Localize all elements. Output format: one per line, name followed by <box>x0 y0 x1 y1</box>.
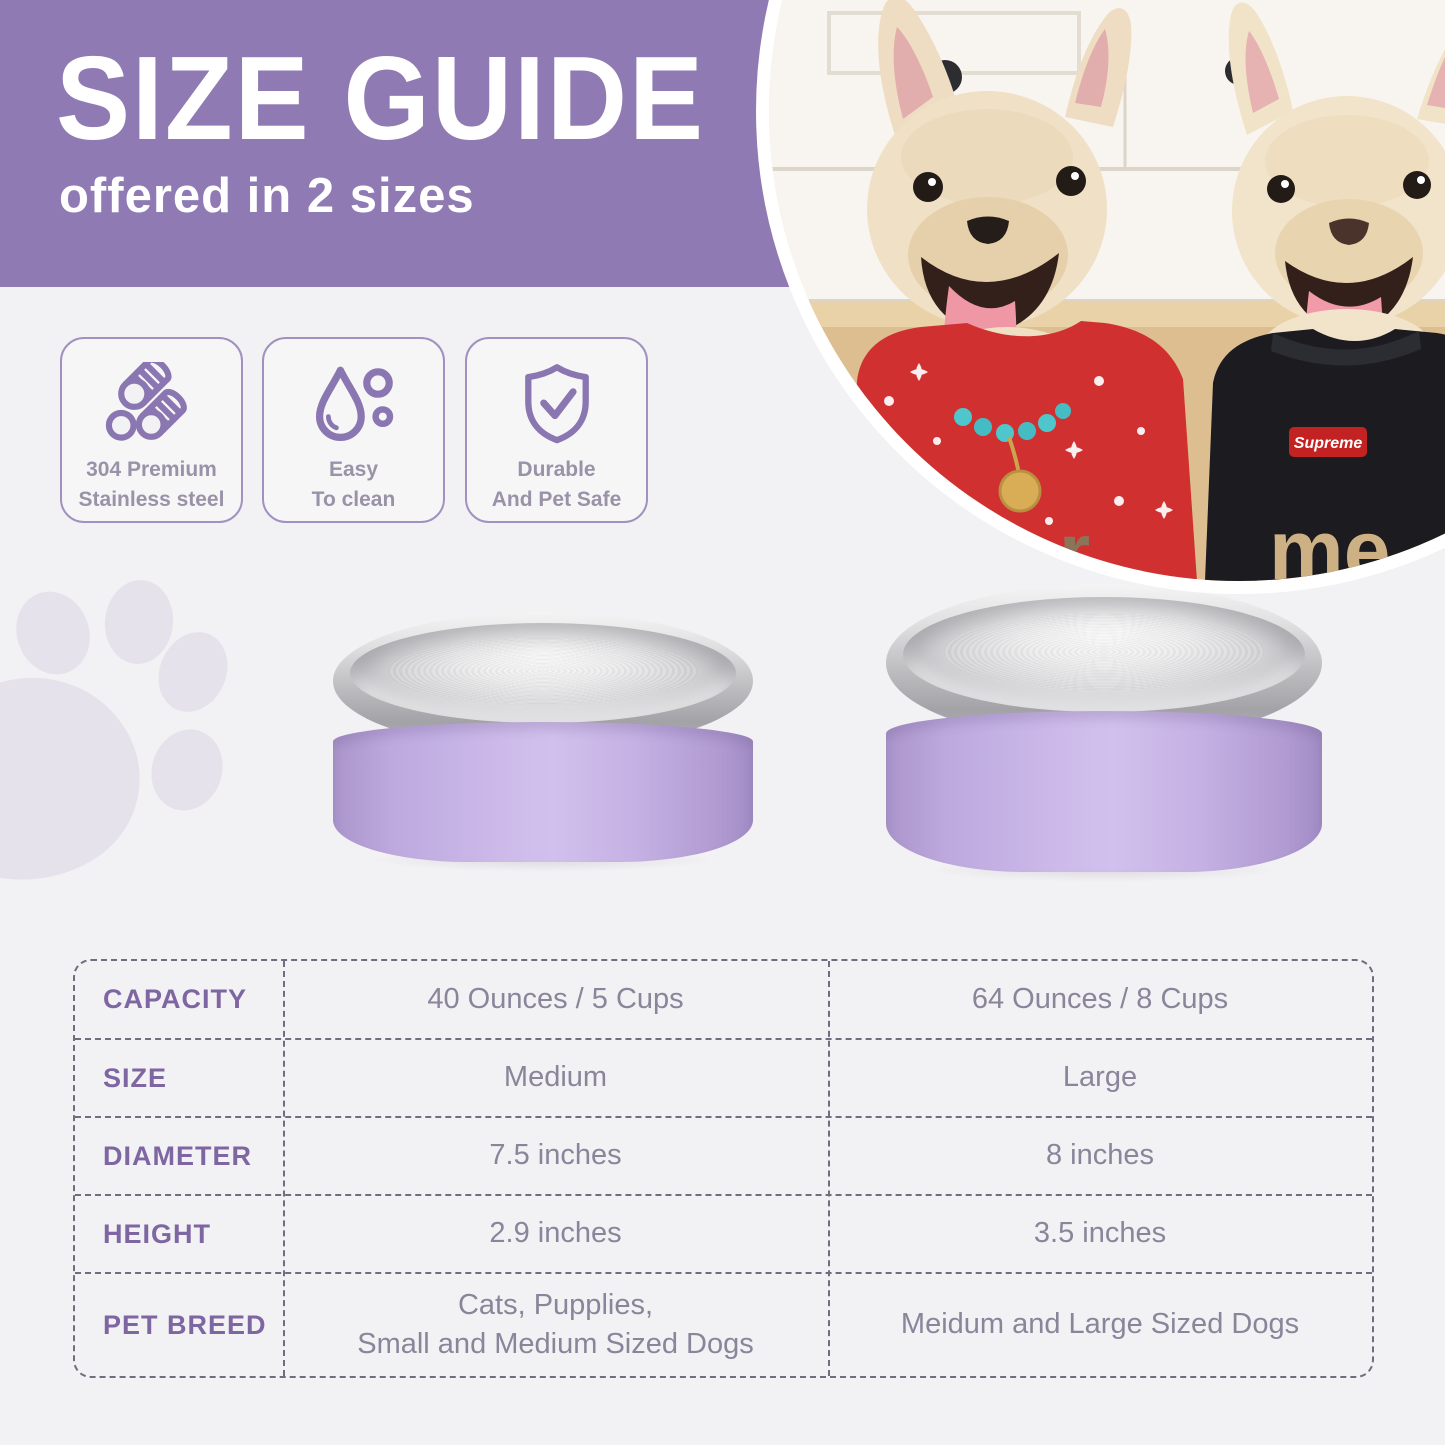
bowl-steel-interior <box>350 623 736 723</box>
water-drop-icon <box>306 353 402 453</box>
row-label: SIZE <box>103 1062 168 1093</box>
medium-value: Medium <box>503 1061 608 1094</box>
row-label: HEIGHT <box>103 1218 212 1249</box>
row-label: CAPACITY <box>103 984 248 1014</box>
table-row-size <box>75 1038 1372 1116</box>
bowl-steel-interior <box>903 597 1304 712</box>
feature-text: Durable And Pet Safe <box>491 458 622 512</box>
large-value: 8 inches <box>1045 1139 1154 1172</box>
bowl-lavender-body <box>886 711 1322 872</box>
dogs-photo-illustration <box>769 0 1445 581</box>
row-label: PET BREED <box>103 1309 267 1340</box>
supreme-label-text: Supreme <box>1293 435 1363 452</box>
medium-bowl <box>333 612 753 862</box>
table-row-capacity <box>75 961 1372 1038</box>
feature-text: Easy To clean <box>311 458 396 512</box>
shirt-print-letters: me <box>1269 503 1391 581</box>
size-spec-table <box>73 959 1374 1378</box>
table-row-pet-breed <box>75 1272 1372 1376</box>
feature-card-easy-clean <box>262 337 445 523</box>
large-bowl <box>886 584 1322 872</box>
feature-text: 304 Premium Stainless steel <box>78 458 225 512</box>
feature-card-stainless <box>60 337 243 523</box>
paw-print-watermark <box>0 575 250 965</box>
page-title: SIZE GUIDE <box>56 32 706 165</box>
medium-value: 2.9 inches <box>489 1217 622 1250</box>
shield-check-icon <box>518 353 596 453</box>
medium-value: 7.5 inches <box>489 1139 622 1172</box>
gold-medallion <box>1000 471 1040 511</box>
large-value: Meidum and Large Sized Dogs <box>900 1308 1300 1341</box>
table-row-height <box>75 1194 1372 1272</box>
dogs-photo <box>756 0 1445 594</box>
table-row-diameter <box>75 1116 1372 1194</box>
large-value: 64 Ounces / 8 Cups <box>971 982 1229 1015</box>
medium-value: Cats, Pupplies, Small and Medium Sized Dogs <box>357 1288 754 1360</box>
page-subtitle: offered in 2 sizes <box>59 169 475 223</box>
bowl-lavender-body <box>333 722 753 862</box>
large-value: 3.5 inches <box>1033 1217 1167 1250</box>
large-value: Large <box>1062 1061 1138 1094</box>
medium-value: 40 Ounces / 5 Cups <box>427 982 684 1015</box>
steel-pipes-icon <box>102 353 202 453</box>
shirt-print-letter-left: r <box>1059 507 1091 581</box>
feature-card-durable <box>465 337 648 523</box>
row-label: DIAMETER <box>103 1140 252 1171</box>
